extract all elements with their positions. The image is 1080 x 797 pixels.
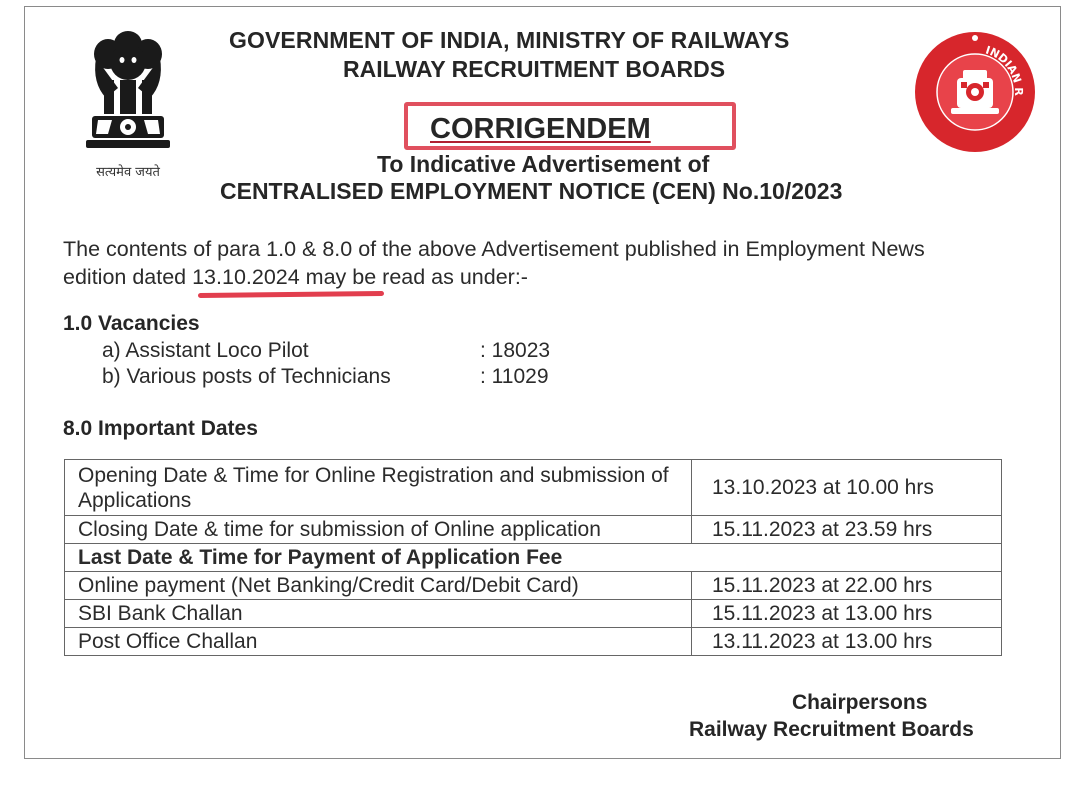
fee-payment-subheading: Last Date & Time for Payment of Application Fee bbox=[65, 544, 1002, 572]
vacancy-count: : 11029 bbox=[480, 365, 549, 388]
date-label: SBI Bank Challan bbox=[65, 600, 692, 628]
dates-heading: 8.0 Important Dates bbox=[63, 417, 258, 440]
table-row bbox=[65, 544, 1002, 572]
date-label: Online payment (Net Banking/Credit Card/Debit Card) bbox=[65, 572, 692, 600]
header-ministry: GOVERNMENT OF INDIA, MINISTRY OF RAILWAYS bbox=[229, 27, 790, 53]
table-row bbox=[65, 600, 1002, 628]
table-row bbox=[65, 572, 1002, 600]
subtitle-advertisement: To Indicative Advertisement of bbox=[377, 151, 710, 177]
signature-organization: Railway Recruitment Boards bbox=[689, 718, 974, 741]
emblem-caption: सत्यमेव जयते bbox=[96, 165, 160, 180]
date-label: Opening Date & Time for Online Registration and submission of Applications bbox=[65, 460, 692, 516]
signature-title: Chairpersons bbox=[792, 691, 928, 714]
vacancy-label: a) Assistant Loco Pilot bbox=[102, 339, 309, 362]
table-row bbox=[65, 516, 1002, 544]
important-dates-table bbox=[64, 459, 1002, 656]
date-label: Closing Date & time for submission of Online application bbox=[65, 516, 692, 544]
date-label: Post Office Challan bbox=[65, 628, 692, 656]
logo-text: INDIAN R bbox=[984, 43, 1026, 96]
intro-line-1: The contents of para 1.0 & 8.0 of the above Advertisement published in Employment News bbox=[63, 237, 925, 261]
date-value: 15.11.2023 at 13.00 hrs bbox=[692, 600, 1002, 628]
subtitle-notice-number: CENTRALISED EMPLOYMENT NOTICE (CEN) No.10/2023 bbox=[220, 178, 843, 204]
date-value: 13.11.2023 at 13.00 hrs bbox=[692, 628, 1002, 656]
header-boards: RAILWAY RECRUITMENT BOARDS bbox=[343, 56, 726, 82]
date-value: 15.11.2023 at 23.59 hrs bbox=[692, 516, 1002, 544]
date-value: 13.10.2023 at 10.00 hrs bbox=[692, 460, 1002, 516]
vacancy-count: : 18023 bbox=[480, 339, 551, 362]
page-title: CORRIGENDEM bbox=[430, 113, 651, 145]
date-value: 15.11.2023 at 22.00 hrs bbox=[692, 572, 1002, 600]
table-row bbox=[65, 628, 1002, 656]
vacancies-heading: 1.0 Vacancies bbox=[63, 312, 200, 335]
vacancy-label: b) Various posts of Technicians bbox=[102, 365, 391, 388]
table-row bbox=[65, 460, 1002, 516]
indian-railways-logo-icon bbox=[913, 30, 1037, 154]
intro-line-2: edition dated 13.10.2024 may be read as under:- bbox=[63, 265, 528, 289]
